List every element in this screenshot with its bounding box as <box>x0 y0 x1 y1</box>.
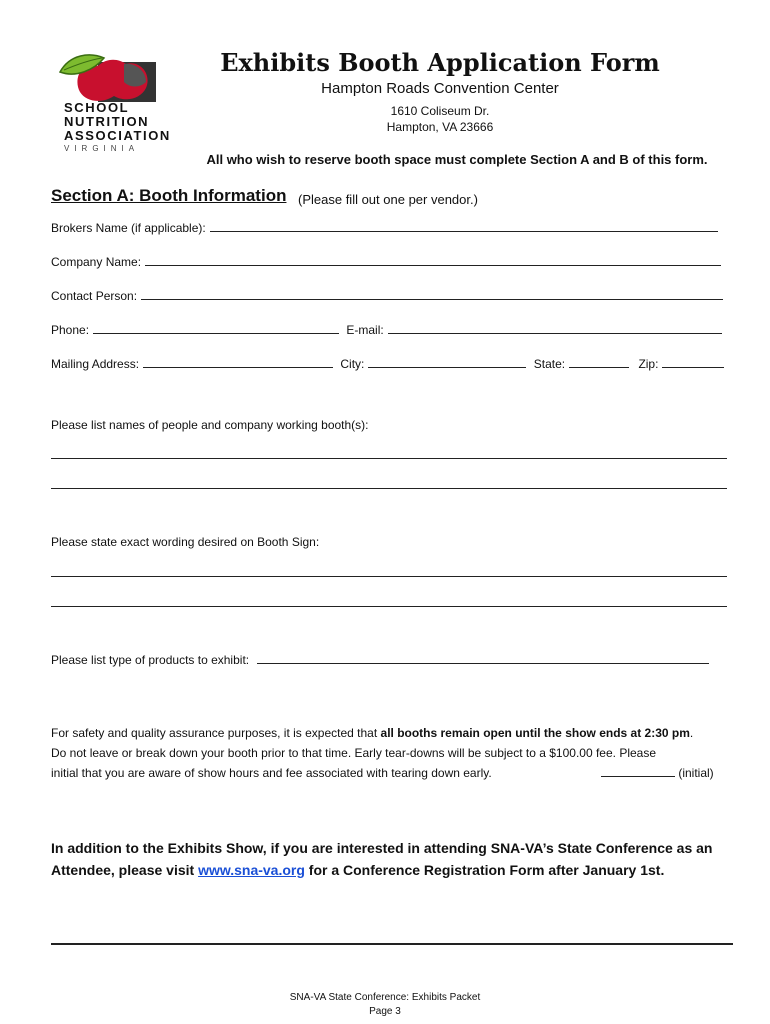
brokers-name-field[interactable] <box>210 219 718 232</box>
venue-name: Hampton Roads Convention Center <box>321 80 559 97</box>
cta-text-b: for a Conference Registration Form after January 1st. <box>304 862 665 878</box>
section-a-heading: Section A: Booth Information <box>51 186 287 205</box>
city-label: City: <box>340 357 365 371</box>
email-field[interactable] <box>388 321 722 334</box>
booth-hours-policy <box>51 723 741 783</box>
footer-packet-title: SNA-VA State Conference: Exhibits Packet <box>289 992 481 1003</box>
phone-email-row <box>51 321 722 337</box>
sna-va-website-link[interactable]: www.sna-va.org <box>198 862 305 878</box>
products-label: Please list type of products to exhibit: <box>51 653 250 667</box>
phone-label: Phone: <box>51 323 90 337</box>
conference-registration-note <box>51 837 751 881</box>
section-a-note: (Please fill out one per vendor.) <box>298 192 478 207</box>
zip-field[interactable] <box>662 355 724 368</box>
policy-line-2: Do not leave or break down your booth prior to that time. Early tear-downs will be subject to a $100.00 fee. Please <box>51 746 657 760</box>
contact-person-field[interactable] <box>141 287 723 300</box>
page-title: Exhibits Booth Application Form <box>220 48 660 77</box>
products-row <box>51 651 709 667</box>
policy-text-b: . <box>689 726 694 740</box>
logo-line-nutrition: NUTRITION <box>64 114 150 129</box>
cta-text-a: In addition to the Exhibits Show, if you are interested in attending SNA-VA’s State Conference as an Attendee, please visit <box>51 840 713 878</box>
products-field[interactable] <box>257 651 709 664</box>
company-name-label: Company Name: <box>51 255 142 269</box>
booth-sign-line-1[interactable] <box>51 576 727 577</box>
phone-field[interactable] <box>93 321 339 334</box>
venue-address-line1: 1610 Coliseum Dr. <box>390 104 490 118</box>
initial-label: (initial) <box>678 766 714 780</box>
email-label: E-mail: <box>346 323 384 337</box>
zip-label: Zip: <box>638 357 659 371</box>
company-name-field[interactable] <box>145 253 721 266</box>
mailing-address-row <box>51 355 724 371</box>
state-label: State: <box>533 357 566 371</box>
logo-line-virginia: VIRGINIA <box>64 144 140 153</box>
logo-line-association: ASSOCIATION <box>64 128 171 143</box>
footer-divider <box>51 943 733 945</box>
footer-page-number: Page 3 <box>369 1006 401 1017</box>
contact-person-label: Contact Person: <box>51 289 138 303</box>
company-name-row <box>51 253 721 269</box>
logo-line-school: SCHOOL <box>64 100 130 115</box>
brokers-name-row <box>51 219 718 235</box>
brokers-name-label: Brokers Name (if applicable): <box>51 221 206 235</box>
mailing-address-label: Mailing Address: <box>51 357 140 371</box>
policy-text-a: For safety and quality assurance purposes, it is expected that <box>51 726 381 740</box>
completion-notice: All who wish to reserve booth space must complete Section A and B of this form. <box>206 152 708 167</box>
people-working-line-1[interactable] <box>51 458 727 459</box>
state-field[interactable] <box>569 355 629 368</box>
contact-person-row <box>51 287 723 303</box>
policy-line-3: initial that you are aware of show hours and fee associated with tearing down early. <box>51 766 492 780</box>
venue-address-line2: Hampton, VA 23666 <box>386 120 494 134</box>
people-working-label: Please list names of people and company working booth(s): <box>51 418 369 432</box>
policy-text-bold: all booths remain open until the show ends at 2:30 pm <box>380 726 690 740</box>
booth-sign-label: Please state exact wording desired on Booth Sign: <box>51 535 320 549</box>
booth-sign-line-2[interactable] <box>51 606 727 607</box>
people-working-line-2[interactable] <box>51 488 727 489</box>
initial-row <box>601 763 714 783</box>
city-field[interactable] <box>368 355 526 368</box>
mailing-address-field[interactable] <box>143 355 333 368</box>
initial-field[interactable] <box>601 764 675 777</box>
